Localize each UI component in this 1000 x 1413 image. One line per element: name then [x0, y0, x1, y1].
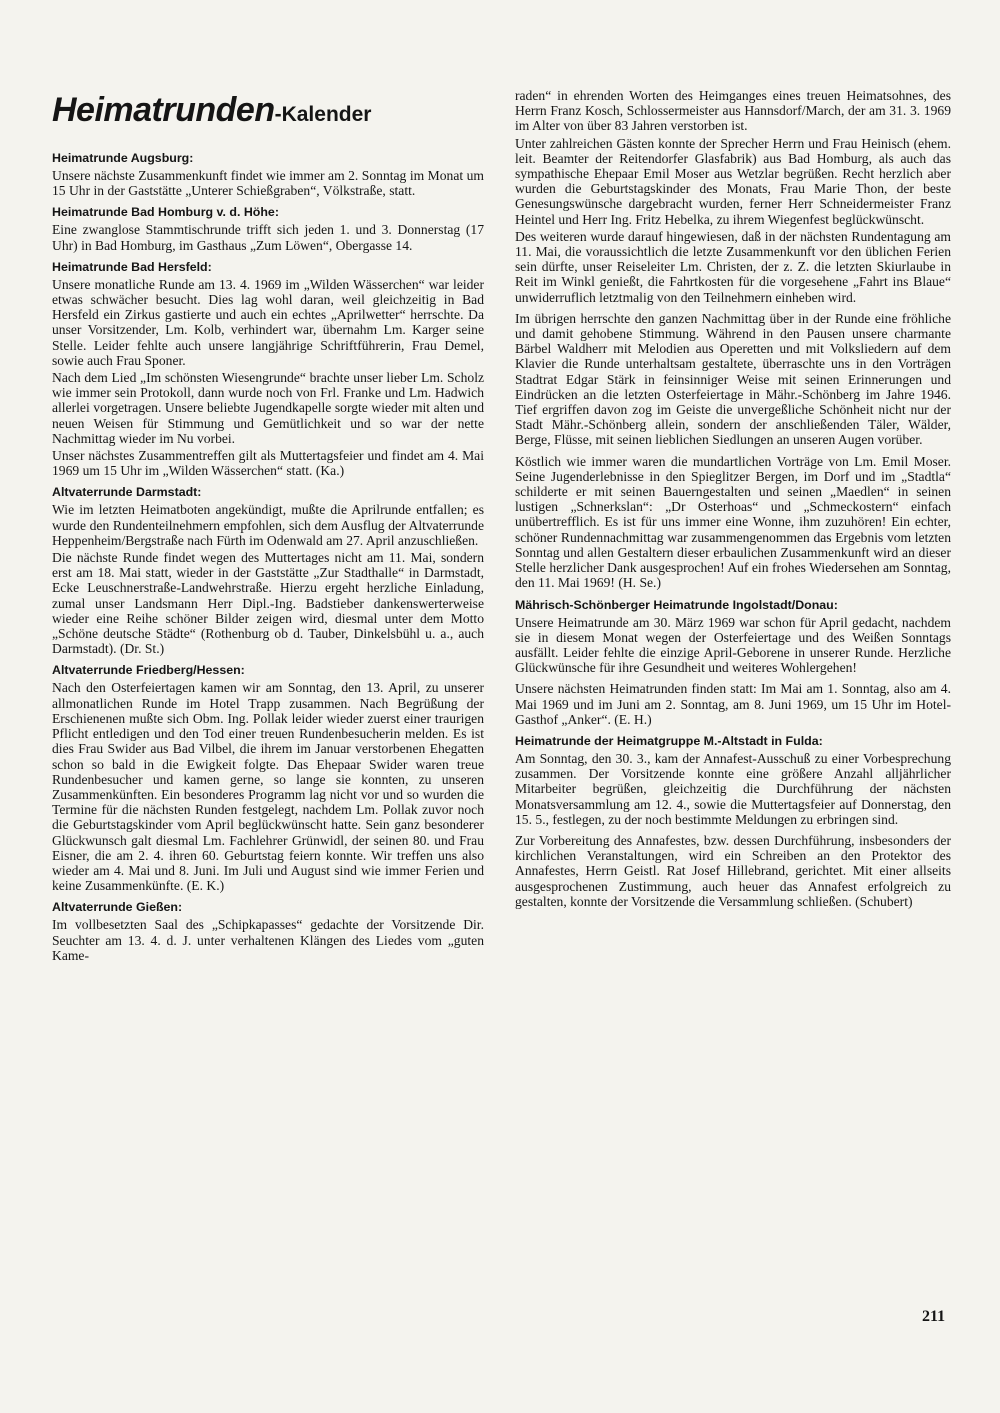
darmstadt-paragraph-2: Die nächste Runde findet wegen des Muttertages nicht am 11. Mai, sondern erst am 18. Mai statt, wieder in der Gaststätte „Zur Stadthalle“ in Darmstadt, Ecke Leuschnerstraße-Landwehrstraße. Hierzu ergeht herzliche Einladung, zumal unser Landsmann Herr Dipl.-Ing. Badstieber dankenswerterweise wieder eine Reihe schöner Bilder zeigen wird, diesmal unter dem Motto „Schöne deutsche Städte“ (Rothenburg ob d. Tauber, Dinkelsbühl u. a., auch Darmstadt). (Dr. St.): [52, 550, 484, 657]
heading-augsburg: Heimatrunde Augsburg:: [52, 151, 194, 165]
hersfeld-paragraph-3: Unser nächstes Zusammentreffen gilt als Muttertagsfeier und findet am 4. Mai 1969 um 15 Uhr im „Wilden Wässerchen“ statt. (Ka.): [52, 448, 484, 479]
friedberg-paragraph-1: Nach den Osterfeiertagen kamen wir am Sonntag, den 13. April, zu unserer allmonatlichen Runde im Hotel Trapp zusammen. Nach Begrüßung der Erschienenen mußte sich Obm. Ing. Pollak leider wieder zuerst einer traurigen Pflicht entledigen und den Tod einer treuen Rundenbesucherin melden. Es ist dies Frau Swider aus Bad Vilbel, die ihrem im Januar verstorbenen Ehegatten schon so bald in die Ewigkeit folgte. Das Ehepaar Swider waren treue Rundenbesucher und kamen gerne, so lange sie konnten, zu unseren Zusammenkünften. Ein besonderes Programm lag nicht vor und so wurden die Termine für die nächsten Runden festgelegt, nachdem Lm. Pollak zuvor noch die Geburtstagskinder vom April beglückwünscht hatte. Sein ganz besonderer Glückwunsch galt diesmal Lm. Fachlehrer Grünwidl, der seinen 80. und Frau Eisner, die am 2. 4. ihren 60. Geburtstag feiern konnte. Wir treffen uns also wieder am 4. Mai und 8. Juni. Im Juli und August sind wie immer Ferien und keine Zusammenkünfte. (E. K.): [52, 680, 484, 894]
page-number: 211: [922, 1308, 946, 1325]
heading-ingolstadt: Mährisch-Schönberger Heimatrunde Ingolstadt/Donau:: [515, 597, 838, 612]
fulda-paragraph-2: Zur Vorbereitung des Annafestes, bzw. dessen Durchführung, insbesonders der kirchlichen Veranstaltungen, wird ein Schreiben an den Protektor des Annafestes, Herrn Geistl. Rat Josef Hillebrand, gerichtet. Mit einer allseits ausgesprochenen Zustimmung, auch heuer das Annafest erfolgreich zu gestalten, konnte der Vorsitzende die Versammlung schließen. (Schubert): [515, 832, 951, 909]
title-script: Heimatrunden: [52, 91, 275, 129]
giessen-paragraph-1: Im vollbesetzten Saal des „Schipkapasses“ gedachte der Vorsitzende Dir. Seuchter am 13. 4. d. J. unter verhaltenen Klängen des Liedes vom „guten Kame-: [52, 917, 484, 963]
left-column: [52, 90, 484, 965]
giessen-paragraph-4: Des weiteren wurde darauf hingewiesen, daß in der nächsten Rundentagung am 11. Mai, die voraussichtlich die letzte Zusammenkunft vor den üblichen Ferien sein dürfte, unser Reiseleiter Lm. Christen, der z. Z. die letzten Skiurlaube in Reit im Winkl genießt, die Fahrtkosten für die vorgesehene „Fahrt ins Blaue“ unwiderruflich letztmalig von den Teilnehmern einheben wird.: [515, 228, 951, 305]
giessen-paragraph-3: Unter zahlreichen Gästen konnte der Sprecher Herrn und Frau Heinisch (ehem. leit. Beamter der Reitendorfer Glasfabrik) aus Bad Homburg, als auch das sympathische Ehepaar Emil Moser aus Wetzlar begrüßen. Recht herzlich aber wurden die Geburtstagskinder des Monats, Frau Marie Thon, der beste Genesungswünsche dargebracht wurden, ferner Herr Schneidermeister Franz Heintel und Herr Ing. Fritz Hebelka, zu ihrem Wiegenfest beglückwünscht.: [515, 135, 951, 227]
page-title: [52, 90, 484, 135]
right-column: [515, 88, 951, 911]
giessen-paragraph-6: Köstlich wie immer waren die mundartlichen Vorträge von Lm. Emil Moser. Seine Jugenderlebnisse in den Spieglitzer Bergen, im Dorf und im „Stadtla“ schilderte er mit seinen Bauerngestalten und seinen „Maedlen“ in seinen lustigen „Schnerkslan“: „Dr Osterhoas“ und „Schmeckostern“ einfach unübertrefflich. Es ist für uns immer eine Wonne, ihm zuzuhören! Ein echter, schöner Rundennachmittag war zusammengenommen das Ergebnis vom letzten Sonntag und allen Gestaltern dieser erbaulichen Zusammenkunft wird an dieser Stelle herzlicher Dank ausgesprochen! Auf ein frohes Wiedersehen am Sonntag, den 11. Mai 1969! (H. Se.): [515, 453, 951, 591]
giessen-paragraph-5: Im übrigen herrschte den ganzen Nachmittag über in der Runde eine fröhliche und damit gehobene Stimmung. Während in den Pausen unsere charmante Bärbel Waldherr mit Melodien aus Operetten und mit Volksliedern auf dem Klavier die Runde unterhaltsam gestaltete, überraschte uns in den Vorträgen Stadtrat Edgar Stärk in feinsinniger Weise mit seinen Erinnerungen und Eindrücken an die letzten Osterfeiertage in Mähr.-Schönberg im Jahre 1946. Tief ergriffen davon zog im Geiste die unvergeßliche Schönheit nicht nur der Stadt Mähr.-Schönberg allein, sondern der anschließenden Täler, Wälder, Berge, Flüsse, mit seinen lieblichen Siedlungen an unseren Augen vorüber.: [515, 310, 951, 448]
heading-friedberg: Altvaterrunde Friedberg/Hessen:: [52, 663, 245, 678]
darmstadt-paragraph-1: Wie im letzten Heimatboten angekündigt, mußte die Aprilrunde entfallen; es wurde den Rundenteilnehmern empfohlen, sich dem Ausflug der Altvaterrunde Heppenheim/Bergstraße nach Fürth im Odenwald am 27. April anzuschließen.: [52, 502, 484, 548]
augsburg-paragraph-1: Unsere nächste Zusammenkunft findet wie immer am 2. Sonntag im Monat um 15 Uhr in der Gaststätte „Unterer Schießgraben“, Völkstraße, statt.: [52, 168, 484, 199]
heading-bad-homburg: Heimatrunde Bad Homburg v. d. Höhe:: [52, 205, 279, 220]
homburg-paragraph-1: Eine zwanglose Stammtischrunde trifft sich jeden 1. und 3. Donnerstag (17 Uhr) in Bad Homburg, im Gasthaus „Zum Löwen“, Obergasse 14.: [52, 222, 484, 253]
title-plain: -Kalender: [274, 103, 372, 126]
fulda-paragraph-1: Am Sonntag, den 30. 3., kam der Annafest-Ausschuß zu einer Vorbesprechung zusammen. Der Vorsitzende konnte eine größere Anzahl alljährlicher Mitarbeiter begrüßen, gleichzeitig die Durchführung der nächsten Monatsversammlung am 12. 4., sowie die Muttertagsfeier auf Donnerstag, den 15. 5., festlegen, zu der noch bestimmte Meldungen zu erbringen sind.: [515, 750, 951, 827]
ingolstadt-paragraph-2: Unsere nächsten Heimatrunden finden statt: Im Mai am 1. Sonntag, also am 4. Mai 1969 und im Juni am 2. Sonntag, am 8. Juni 1969, um 15 Uhr im Hotel-Gasthof „Anker“. (E. H.): [515, 681, 951, 727]
hersfeld-paragraph-2: Nach dem Lied „Im schönsten Wiesengrunde“ brachte unser lieber Lm. Scholz wie immer sein Protokoll, dann wurde noch von Frl. Franke und Lm. Hadwich allerlei vorgetragen. Unsere beliebte Jugendkapelle sorgte wieder mit alten und neuen Weisen für Stimmung und Gemütlichkeit und so war der nette Nachmittag wieder im Nu vorbei.: [52, 370, 484, 446]
heading-fulda: Heimatrunde der Heimatgruppe M.-Altstadt in Fulda:: [515, 733, 823, 748]
heading-bad-hersfeld: Heimatrunde Bad Hersfeld:: [52, 259, 212, 274]
heading-darmstadt: Altvaterrunde Darmstadt:: [52, 485, 202, 500]
heading-giessen: Altvaterrunde Gießen:: [52, 900, 183, 915]
hersfeld-paragraph-1: Unsere monatliche Runde am 13. 4. 1969 im „Wilden Wässerchen“ war leider etwas schwächer besucht. Dies lag wohl daran, weil gleichzeitig in Bad Hersfeld ein Zirkus gastierte und auch ein echtes „Aprilwetter“ herrschte. Da unser Vorsitzender, Lm. Kolb, verhindert war, übernahm Lm. Karger seine Stelle. Leider fehlte auch unsere langjährige Schriftführerin, Frau Demel, sowie auch Frau Sponer.: [52, 276, 484, 368]
ingolstadt-paragraph-1: Unsere Heimatrunde am 30. März 1969 war schon für April gedacht, nachdem sie in diesem Monat wegen der Osterfeiertage und des Weißen Sonntags ausfällt. Leider fehlte die einzige April-Geborene in unserer Runde. Herzliche Glückwünsche für ihre Gesundheit und weiteres Wohlergehen!: [515, 614, 951, 676]
giessen-paragraph-2: raden“ in ehrenden Worten des Heimganges eines treuen Heimatsohnes, des Herrn Franz Kosch, Schlossermeister aus Hannsdorf/March, der am 31. 3. 1969 im Alter von über 83 Jahren verstorben ist.: [515, 88, 951, 134]
